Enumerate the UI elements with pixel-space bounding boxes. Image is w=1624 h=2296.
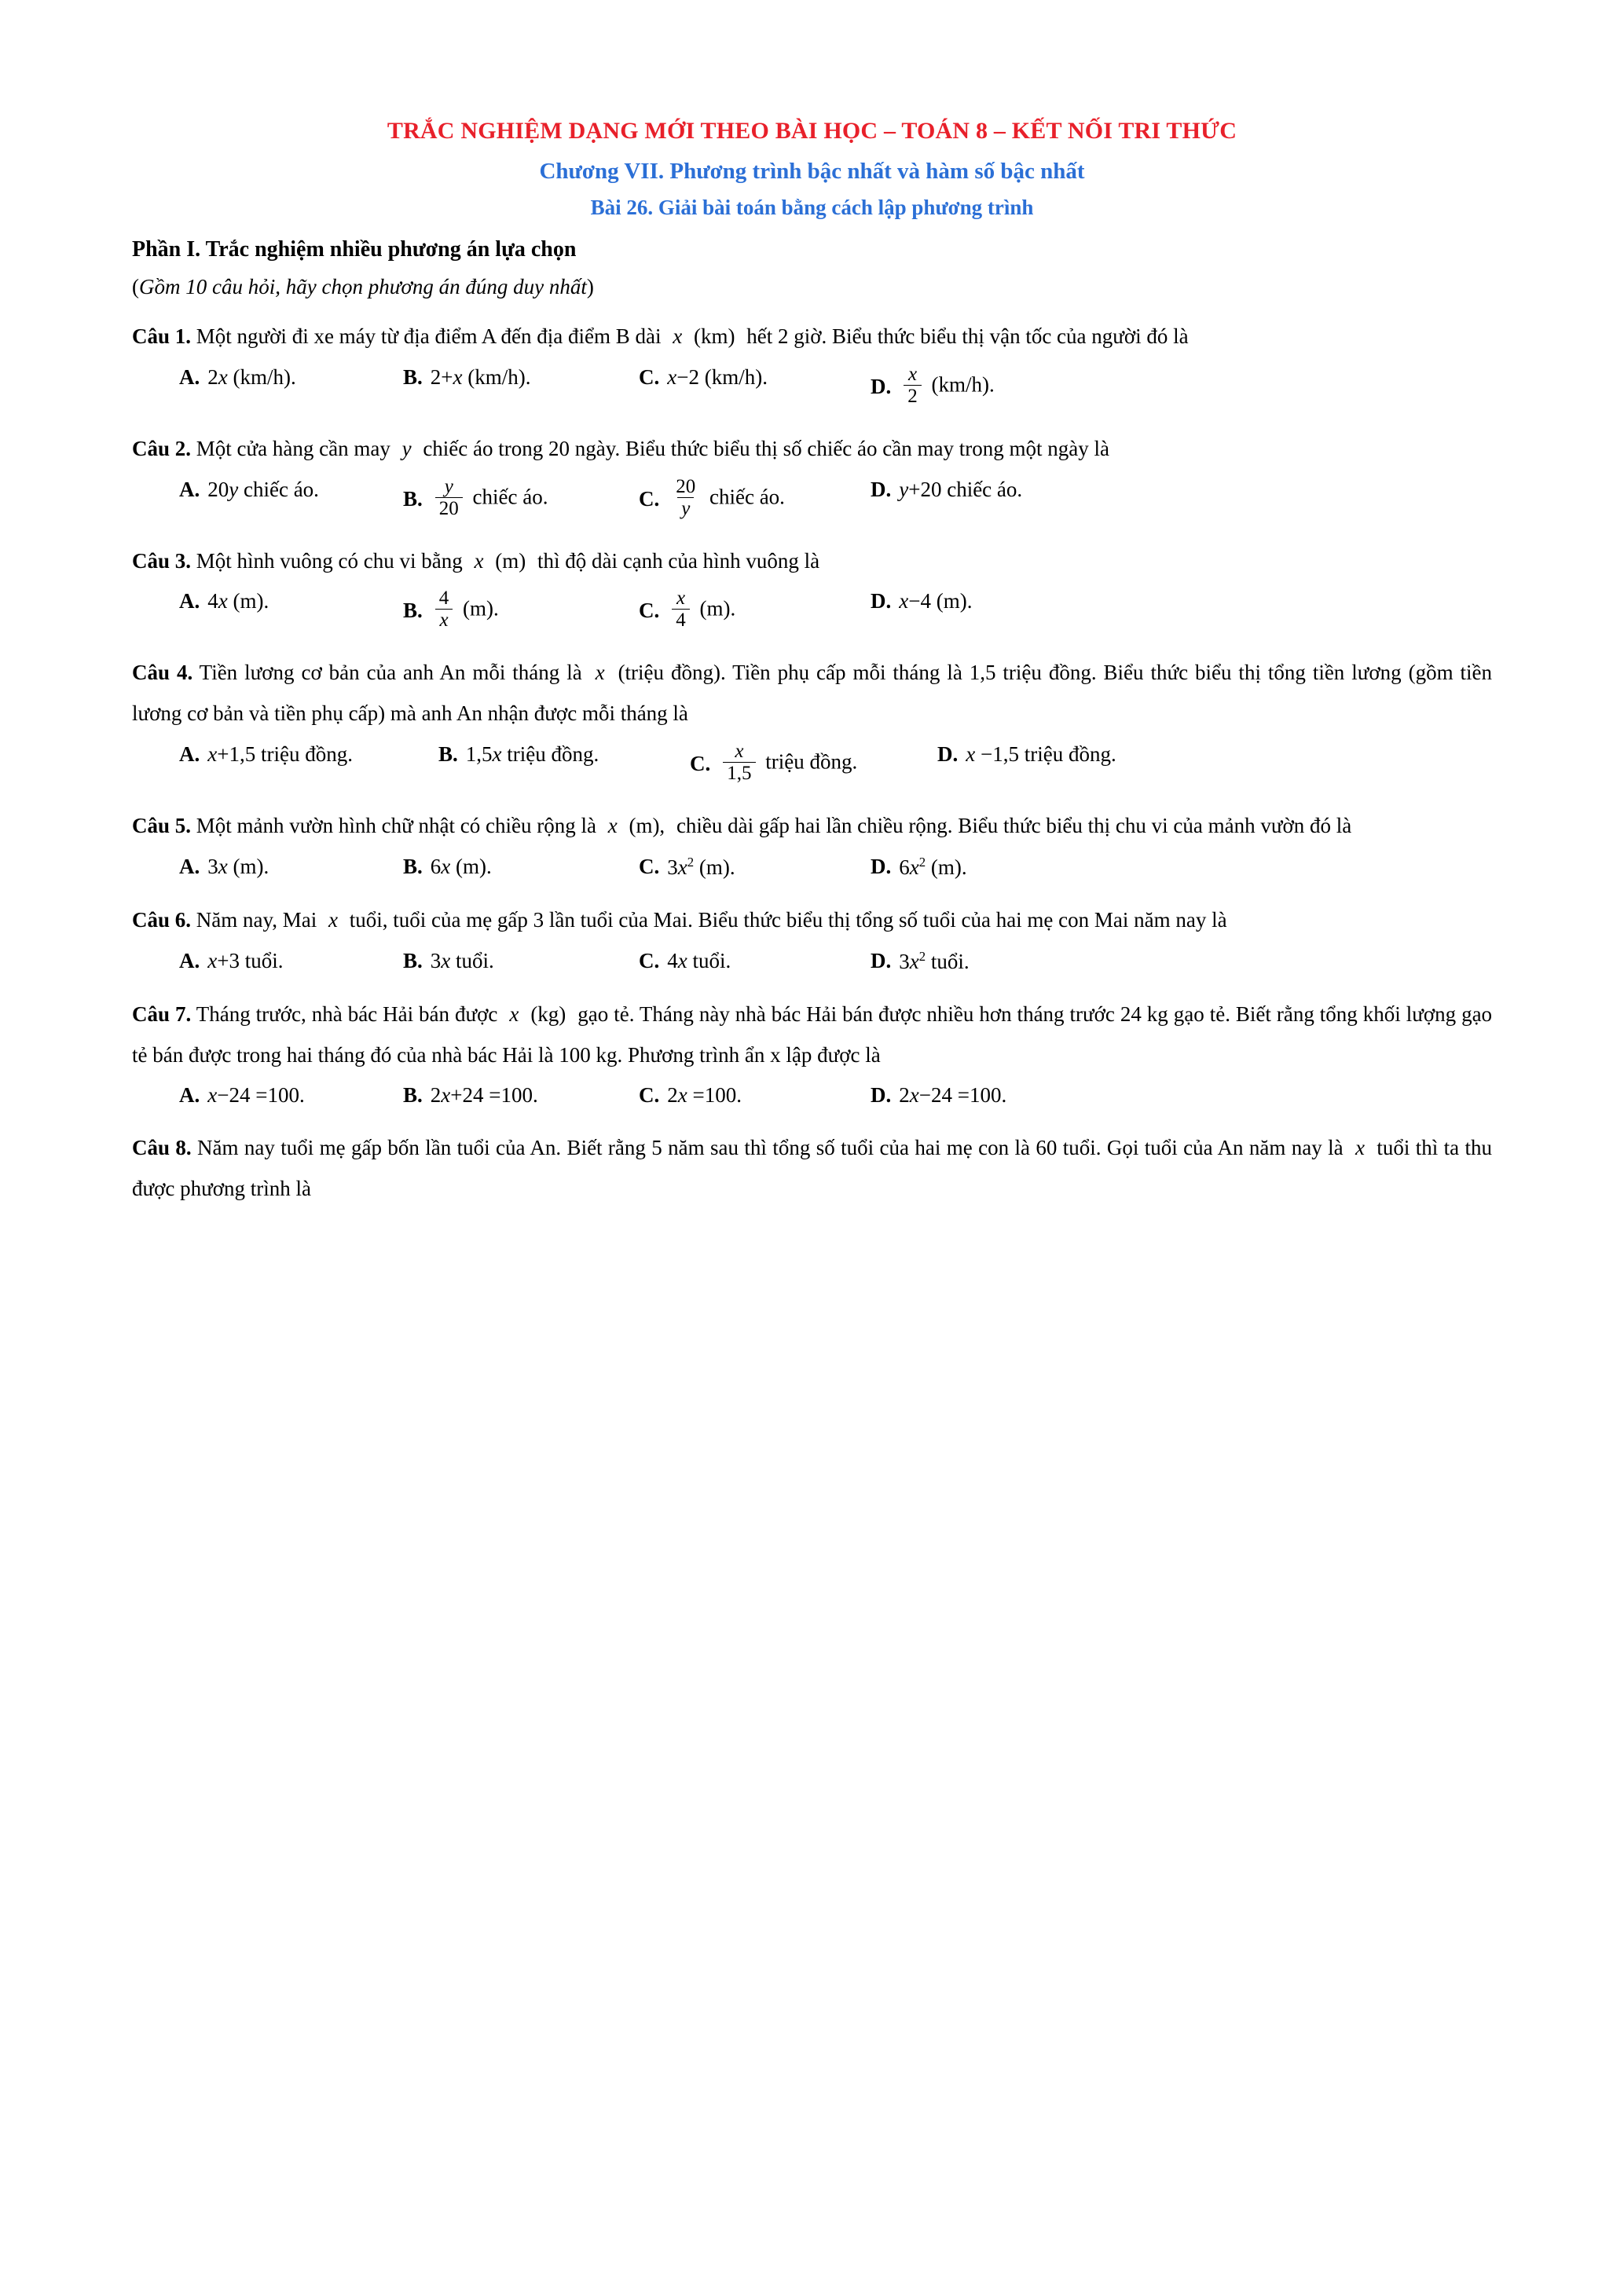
answer-3-b-expr: $\frac{4}{x}$ (m).: [431, 589, 499, 632]
answer-3-b[interactable]: [403, 589, 639, 632]
answer-7-b-label: B.: [403, 1083, 423, 1108]
answer-1-a[interactable]: [179, 365, 403, 390]
question-3-unit: (m): [495, 548, 526, 573]
question-3-answers: [132, 589, 1492, 632]
answer-2-d[interactable]: [871, 478, 1022, 502]
answer-7-b-expr: 2x+24 =100.: [430, 1083, 538, 1108]
question-8-label: Câu 8.: [132, 1136, 192, 1160]
answer-6-b-label: B.: [403, 948, 423, 972]
answer-5-b-label: B.: [403, 854, 423, 878]
answer-5-c-label: C.: [639, 855, 660, 879]
answer-1-b-expr: 2+x (km/h).: [430, 364, 531, 389]
answer-5-b-expr: 6x (m).: [430, 854, 492, 878]
answer-1-d-label: D.: [871, 374, 892, 398]
question-8-text-b: tuổi thì ta thu được phương trình là: [132, 1136, 1493, 1201]
question-4-text-a: Tiền lương cơ bản của anh An mỗi tháng là: [199, 661, 582, 685]
question-3-label: Câu 3.: [132, 548, 192, 573]
answer-7-c-expr: 2x =100.: [667, 1083, 742, 1108]
answer-5-d[interactable]: [871, 855, 967, 880]
part-note: [132, 275, 1492, 299]
part-title: Phần I. Trắc nghiệm nhiều phương án lựa chọn: [132, 237, 577, 262]
answer-7-a-expr: x−24 =100.: [207, 1083, 305, 1108]
question-1-unit: (km): [693, 324, 735, 348]
answer-4-a[interactable]: [179, 742, 438, 767]
question-6-variable: x: [328, 907, 338, 932]
answer-2-b-expr: $\frac{y}{20}$ chiếc áo.: [431, 478, 548, 521]
question-7-unit: (kg): [530, 1002, 566, 1026]
answer-3-c-label: C.: [639, 599, 660, 623]
question-7-label: Câu 7.: [132, 1002, 192, 1026]
answer-5-a-expr: 3x (m).: [207, 854, 269, 878]
question-4: [132, 653, 1492, 734]
answer-4-d-expr: x −1,5 triệu đồng.: [966, 742, 1116, 767]
answer-3-a-expr: 4x (m).: [207, 589, 269, 613]
answer-1-b-label: B.: [403, 364, 423, 389]
answer-3-d[interactable]: [871, 589, 972, 613]
question-8-text-a: Năm nay tuổi mẹ gấp bốn lần tuổi của An. Biết rằng 5 năm sau thì tổng số tuổi của hai mẹ con là 60 tuổi. Gọi tuổi của An năm nay là: [197, 1136, 1344, 1160]
question-7-text-a: Tháng trước, nhà bác Hải bán được: [196, 1002, 498, 1026]
answer-7-b[interactable]: [403, 1083, 639, 1108]
answer-5-a-label: A.: [179, 854, 200, 878]
answer-2-d-expr: y+20 chiếc áo.: [899, 477, 1023, 501]
answer-5-d-expr: $6x^2$ (m).: [899, 854, 967, 879]
answer-6-d-label: D.: [871, 949, 892, 973]
question-1-answers: [132, 365, 1492, 408]
answer-6-b[interactable]: [403, 949, 639, 973]
answer-6-c[interactable]: [639, 949, 871, 973]
answer-6-a-label: A.: [179, 948, 200, 972]
question-1-text-a: Một người đi xe máy từ địa điểm A đến địa điểm B dài: [196, 324, 662, 348]
question-5-answers: [132, 855, 1492, 880]
answer-2-c-label: C.: [639, 486, 660, 511]
question-6: [132, 900, 1492, 941]
question-3-text-a: Một hình vuông có chu vi bằng: [196, 548, 463, 573]
answer-7-d-label: D.: [871, 1083, 892, 1108]
question-5-text-a: Một mảnh vườn hình chữ nhật có chiều rộng là: [196, 814, 596, 838]
answer-4-c[interactable]: [690, 742, 937, 785]
answer-4-b-label: B.: [438, 742, 458, 767]
answer-6-a-expr: x+3 tuổi.: [207, 948, 284, 972]
part-note-open: (: [132, 275, 139, 298]
answer-6-c-expr: 4x tuổi.: [667, 948, 731, 972]
answer-3-d-label: D.: [871, 589, 892, 613]
question-7-text-b: gạo tẻ. Tháng này nhà bác Hải bán được nhiều hơn tháng trước 24 kg gạo tẻ. Biết rằng tổng khối lượng gạo tẻ bán được trong hai tháng đó của nhà bác Hải là 100 kg. Phương trình ẩn x lập được là: [132, 1002, 1493, 1067]
part-note-italic: Gồm 10 câu hỏi, hãy chọn phương án đúng duy nhất: [139, 275, 587, 298]
answer-2-a[interactable]: [179, 478, 403, 502]
question-1: [132, 317, 1492, 357]
question-1-label: Câu 1.: [132, 324, 192, 348]
answer-1-c[interactable]: [639, 365, 871, 390]
answer-4-a-label: A.: [179, 742, 200, 767]
question-3-variable: x: [474, 548, 484, 573]
answer-2-a-label: A.: [179, 477, 200, 501]
answer-2-c-expr: $\frac{20}{y}$ chiếc áo.: [676, 475, 785, 519]
chapter-title: Chương VII. Phương trình bậc nhất và hàm số bậc nhất: [539, 159, 1085, 184]
answer-7-c-label: C.: [639, 1083, 660, 1108]
answer-2-c[interactable]: [639, 475, 871, 521]
answer-5-c-expr: $3x^2$ (m).: [667, 854, 735, 879]
answer-6-d-expr: $3x^2$ tuổi.: [899, 948, 970, 973]
question-3-text-b: thì độ dài cạnh của hình vuông là: [537, 548, 820, 573]
question-2-variable: y: [401, 436, 412, 460]
answer-6-d[interactable]: [871, 949, 970, 974]
answer-1-a-label: A.: [179, 364, 200, 389]
question-2-text-a: Một cửa hàng cần may: [196, 436, 390, 460]
question-5: [132, 806, 1492, 847]
answer-1-c-label: C.: [639, 364, 660, 389]
question-8-variable: x: [1355, 1136, 1365, 1160]
question-6-text-a: Năm nay, Mai: [196, 907, 317, 932]
answer-3-a-label: A.: [179, 589, 200, 613]
answer-3-b-label: B.: [403, 599, 423, 623]
question-4-text-b: (triệu đồng). Tiền phụ cấp mỗi tháng là 1,5 triệu đồng. Biểu thức biểu thị tổng tiền lương (gồm tiền lương cơ bản và tiền phụ cấp) mà anh An nhận được mỗi tháng là: [132, 661, 1493, 726]
answer-4-d[interactable]: [937, 742, 1116, 767]
question-7-variable: x: [509, 1002, 519, 1026]
answer-7-a-label: A.: [179, 1083, 200, 1108]
answer-1-d[interactable]: [871, 365, 995, 408]
answer-3-c-expr: $\frac{x}{4}$ (m).: [667, 589, 735, 632]
question-2-text-b: chiếc áo trong 20 ngày. Biểu thức biểu thị số chiếc áo cần may trong một ngày là: [423, 436, 1109, 460]
answer-4-d-label: D.: [937, 742, 959, 767]
answer-5-a[interactable]: [179, 855, 403, 879]
answer-5-d-label: D.: [871, 855, 892, 879]
question-1-text-b: hết 2 giờ. Biểu thức biểu thị vận tốc của người đó là: [746, 324, 1189, 348]
question-6-text-b: tuổi, tuổi của mẹ gấp 3 lần tuổi của Mai. Biểu thức biểu thị tổng số tuổi của hai mẹ con Mai năm nay là: [349, 907, 1227, 932]
answer-6-a[interactable]: [179, 949, 403, 973]
answer-3-a[interactable]: [179, 589, 403, 613]
question-4-answers: [132, 742, 1492, 785]
answer-2-d-label: D.: [871, 477, 892, 501]
question-1-variable: x: [673, 324, 683, 348]
answer-4-b[interactable]: [438, 742, 690, 767]
question-5-variable: x: [607, 814, 618, 838]
lesson-title: Bài 26. Giải bài toán bằng cách lập phương trình: [590, 196, 1034, 219]
question-8: [132, 1128, 1492, 1210]
answer-6-c-label: C.: [639, 948, 660, 972]
answer-4-a-expr: x+1,5 triệu đồng.: [207, 742, 353, 767]
answer-2-a-expr: 20y chiếc áo.: [207, 477, 319, 501]
answer-7-a[interactable]: [179, 1083, 403, 1108]
question-2-answers: [132, 475, 1492, 521]
question-2-label: Câu 2.: [132, 436, 192, 460]
question-5-unit: (m),: [629, 814, 665, 838]
question-7: [132, 994, 1492, 1076]
answer-5-b[interactable]: [403, 855, 639, 879]
answer-1-d-expr: $\frac{x}{2}$ (km/h).: [899, 365, 995, 408]
answer-4-b-expr: 1,5x triệu đồng.: [465, 742, 599, 767]
answer-7-d[interactable]: [871, 1083, 1006, 1108]
question-5-text-b: chiều dài gấp hai lần chiều rộng. Biểu thức biểu thị chu vi của mảnh vườn đó là: [676, 814, 1352, 838]
question-7-answers: [132, 1083, 1492, 1108]
answer-6-b-expr: 3x tuổi.: [430, 948, 494, 972]
answer-3-d-expr: x−4 (m).: [899, 589, 973, 613]
question-4-variable: x: [595, 661, 605, 685]
answer-7-c[interactable]: [639, 1083, 871, 1108]
question-4-label: Câu 4.: [132, 661, 193, 685]
answer-7-d-expr: 2x−24 =100.: [899, 1083, 1007, 1108]
part-note-close: ): [586, 275, 594, 298]
answer-1-b[interactable]: [403, 365, 639, 390]
answer-2-b[interactable]: [403, 475, 639, 521]
question-6-label: Câu 6.: [132, 907, 192, 932]
question-5-label: Câu 5.: [132, 814, 192, 838]
answer-1-a-expr: 2x (km/h).: [207, 364, 296, 389]
answer-4-c-expr: $\frac{x}{1,5}$ triệu đồng.: [718, 742, 857, 785]
document-title: TRẮC NGHIỆM DẠNG MỚI THEO BÀI HỌC – TOÁN 8 – KẾT NỐI TRI THỨC: [387, 118, 1237, 144]
answer-3-c[interactable]: [639, 589, 871, 632]
answer-1-c-expr: x−2 (km/h).: [667, 364, 768, 389]
answer-2-b-label: B.: [403, 486, 423, 511]
answer-5-c[interactable]: [639, 855, 871, 880]
question-6-answers: [132, 949, 1492, 974]
question-2: [132, 429, 1492, 470]
answer-4-c-label: C.: [690, 752, 711, 776]
question-3: [132, 541, 1492, 582]
